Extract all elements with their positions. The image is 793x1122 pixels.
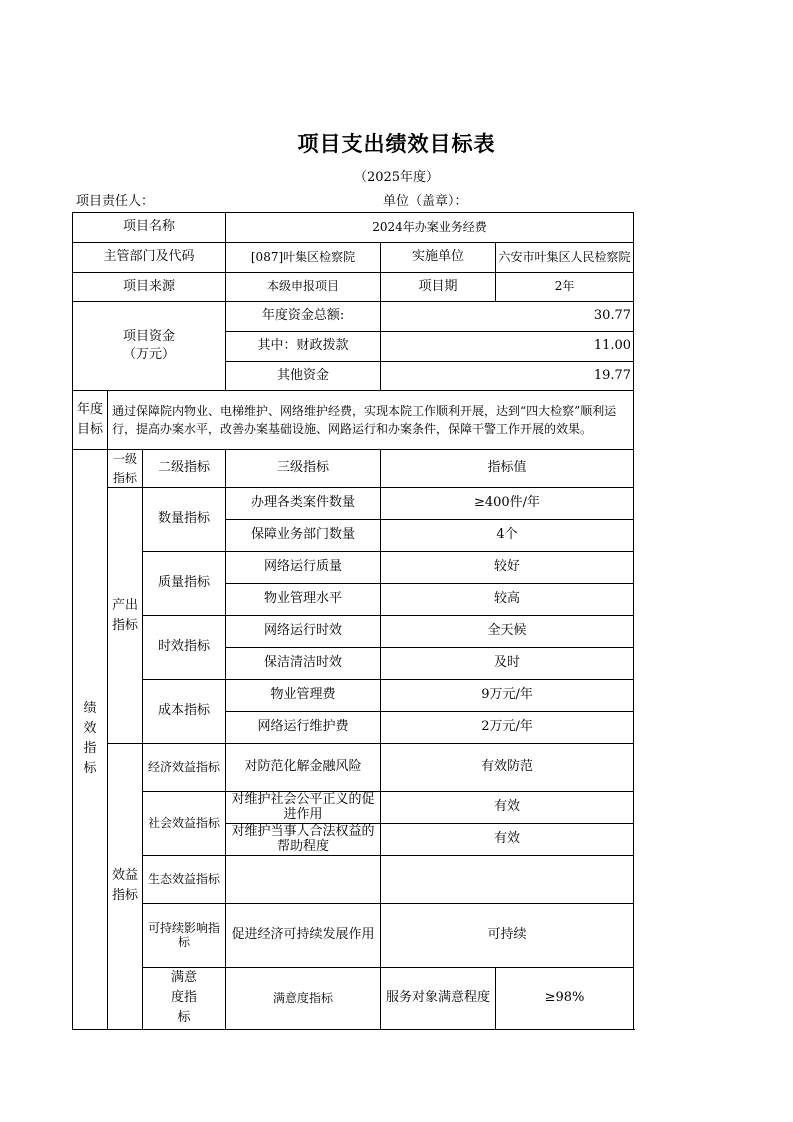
indicator-value: 有效 [381, 824, 634, 856]
funds-fiscal-value: 11.00 [381, 332, 634, 362]
satisfaction-indicator: 满意度指标 [226, 968, 381, 1029]
page-title: 项目支出绩效目标表 [297, 131, 496, 156]
indicator-value: 有效防范 [381, 744, 634, 792]
period-label: 项目期 [381, 273, 496, 302]
funds-label: 项目资金（万元） [73, 302, 226, 391]
funds-total-value: 30.77 [381, 302, 634, 332]
indicator-name: 保洁清洁时效 [226, 648, 381, 680]
indicator-name [226, 856, 381, 904]
indicator-name: 网络运行质量 [226, 552, 381, 584]
header-level3: 三级指标 [226, 450, 381, 488]
indicator-name: 保障业务部门数量 [226, 520, 381, 552]
project-name-label: 项目名称 [73, 213, 226, 243]
indicator-value: 有效 [381, 792, 634, 824]
quantity-indicator: 数量指标 [143, 488, 226, 552]
impl-unit-value: 六安市叶集区人民检察院 [496, 243, 634, 273]
responsible-person-label: 项目责任人： [76, 194, 155, 209]
indicator-value: ≥98% [496, 968, 634, 1029]
satisfaction-indicators-label: 满意度指标 [143, 968, 226, 1029]
project-name-value: 2024年办案业务经费 [226, 213, 634, 243]
indicator-value: 可持续 [381, 904, 634, 968]
social-benefit-indicator: 社会效益指标 [143, 792, 226, 856]
performance-indicators-label: 绩效指标 [73, 450, 108, 1030]
indicator-value: 2万元/年 [381, 712, 634, 744]
indicator-name: 办理各类案件数量 [226, 488, 381, 520]
header-level1: 一级指标 [108, 450, 143, 488]
indicator-name: 对防范化解金融风险 [226, 744, 381, 792]
indicator-value: 及时 [381, 648, 634, 680]
period-value: 2年 [496, 273, 634, 302]
indicator-name: 促进经济可持续发展作用 [226, 904, 381, 968]
funds-other-value: 19.77 [381, 362, 634, 391]
indicator-name: 网络运行时效 [226, 616, 381, 648]
timeliness-indicator: 时效指标 [143, 616, 226, 680]
indicator-name: 网络运行维护费 [226, 712, 381, 744]
annual-goal-text: 通过保障院内物业、电梯维护、网络维护经费，实现本院工作顺利开展，达到“四大检察”顺利运行，提高办案水平，改善办案基础设施、网路运行和办案条件，保障干警工作开展的效果。 [108, 391, 634, 450]
benefit-indicators-label: 效益指标 [108, 744, 143, 1029]
indicator-name: 对维护社会公平正义的促进作用 [226, 792, 381, 824]
sustainability-indicator: 可持续影响指标 [143, 904, 226, 968]
quality-indicator: 质量指标 [143, 552, 226, 616]
report-year: （2025年度） [353, 170, 440, 185]
funds-other-label: 其他资金 [226, 362, 381, 391]
indicator-value: 较高 [381, 584, 634, 616]
header-value: 指标值 [381, 450, 634, 488]
indicator-value: 较好 [381, 552, 634, 584]
source-label: 项目来源 [73, 273, 226, 302]
ecological-benefit-indicator: 生态效益指标 [143, 856, 226, 904]
header-level2: 二级指标 [143, 450, 226, 488]
indicator-value: 9万元/年 [381, 680, 634, 712]
output-indicators-label: 产出指标 [108, 488, 143, 744]
indicator-value [381, 856, 634, 904]
indicator-name: 服务对象满意程度 [381, 968, 496, 1029]
funds-fiscal-label: 其中：财政拨款 [226, 332, 381, 362]
cost-indicator: 成本指标 [143, 680, 226, 744]
economic-benefit-indicator: 经济效益指标 [143, 744, 226, 792]
indicator-value: 全天候 [381, 616, 634, 648]
indicator-name: 物业管理费 [226, 680, 381, 712]
dept-label: 主管部门及代码 [73, 243, 226, 273]
indicator-name: 对维护当事人合法权益的帮助程度 [226, 824, 381, 856]
indicator-name: 物业管理水平 [226, 584, 381, 616]
annual-goal-label: 年度目标 [73, 391, 108, 450]
indicator-value: ≥400件/年 [381, 488, 634, 520]
impl-unit-label: 实施单位 [381, 243, 496, 273]
unit-seal-label: 单位（盖章）： [383, 194, 468, 209]
performance-target-table [72, 212, 634, 1030]
funds-total-label: 年度资金总额: [226, 302, 381, 332]
dept-value: [087]叶集区检察院 [226, 243, 381, 273]
source-value: 本级申报项目 [226, 273, 381, 302]
indicator-value: 4个 [381, 520, 634, 552]
